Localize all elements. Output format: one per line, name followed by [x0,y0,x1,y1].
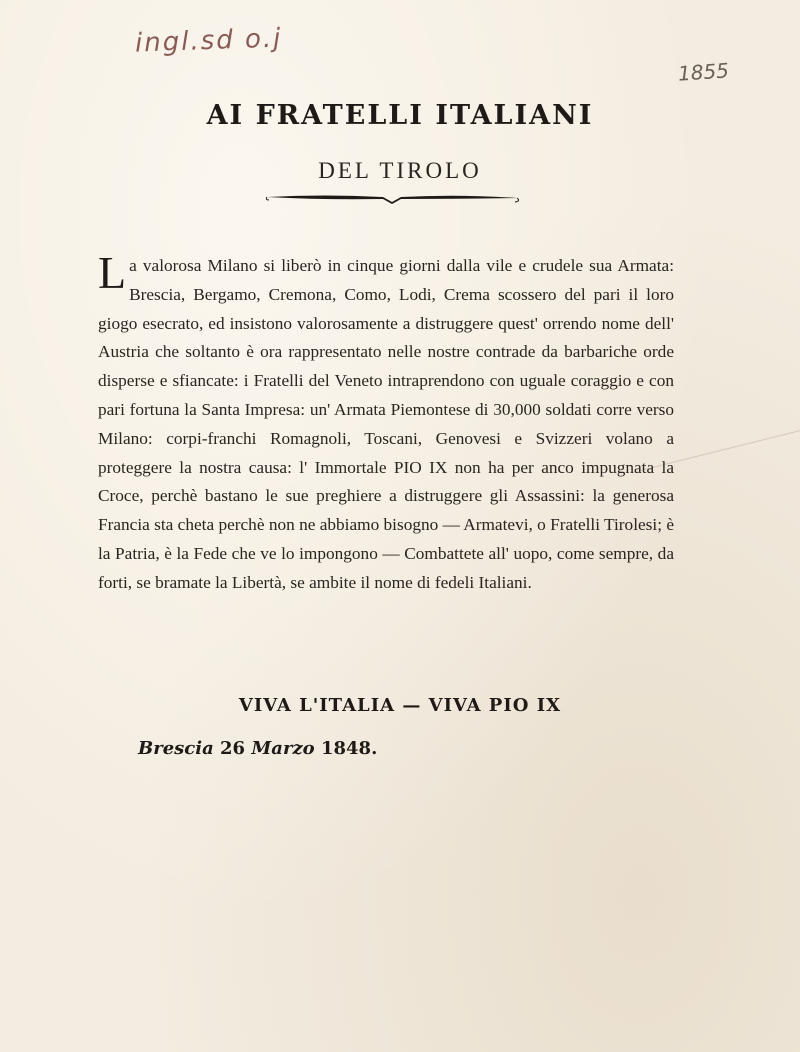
drop-cap: L [98,247,127,298]
handwritten-annotation: ingl.sd o.j [134,23,283,59]
archive-year-annotation: 1855 [677,58,730,86]
subtitle: DEL TIROLO [318,158,482,183]
place-and-date [138,738,377,759]
ornamental-divider [265,188,520,210]
date-day: 26 [220,738,246,759]
closing-motto: VIVA L'ITALIA — VIVA PIO IX [238,695,562,716]
main-title: AI FRATELLI ITALIANI [206,100,594,131]
proclamation-text: a valorosa Milano si liberò in cinque giorni dalla vile e crudele sua Armata: Brescia, Bergamo, Cremona, Como, Lodi, Crema scossero del pari il loro giogo esecrato, ed insistono valorosamente a distruggere quest' orrendo nome dell' Austria che soltanto è ora rappresentato nelle nostre contrade da barbariche orde disperse e sfiancate: i Fratelli del Veneto intraprendono con uguale coraggio e con pari fortuna la Santa Impresa: un' Armata Piemontese di 30,000 soldati corre verso Milano: corpi-franchi Romagnoli, Toscani, Genovesi e Svizzeri volano a proteggere la nostra causa: l' Immortale PIO IX non ha per anco impugnata la Croce, perchè bastano le sue preghiere a distruggere gli Assassini: la generosa Francia sta cheta perchè non ne abbiamo bisogno — Armatevi, o Fratelli Tirolesi; è la Patria, è la Fede che ve lo impongono — Combattete all' uopo, come sempre, da forti, se bramate la Libertà, se ambite il nome di fedeli Italiani. [98,256,674,592]
place-name: Brescia [138,738,214,759]
date-year: 1848. [320,738,378,759]
proclamation-body [98,247,674,598]
date-month: Marzo [251,738,315,759]
